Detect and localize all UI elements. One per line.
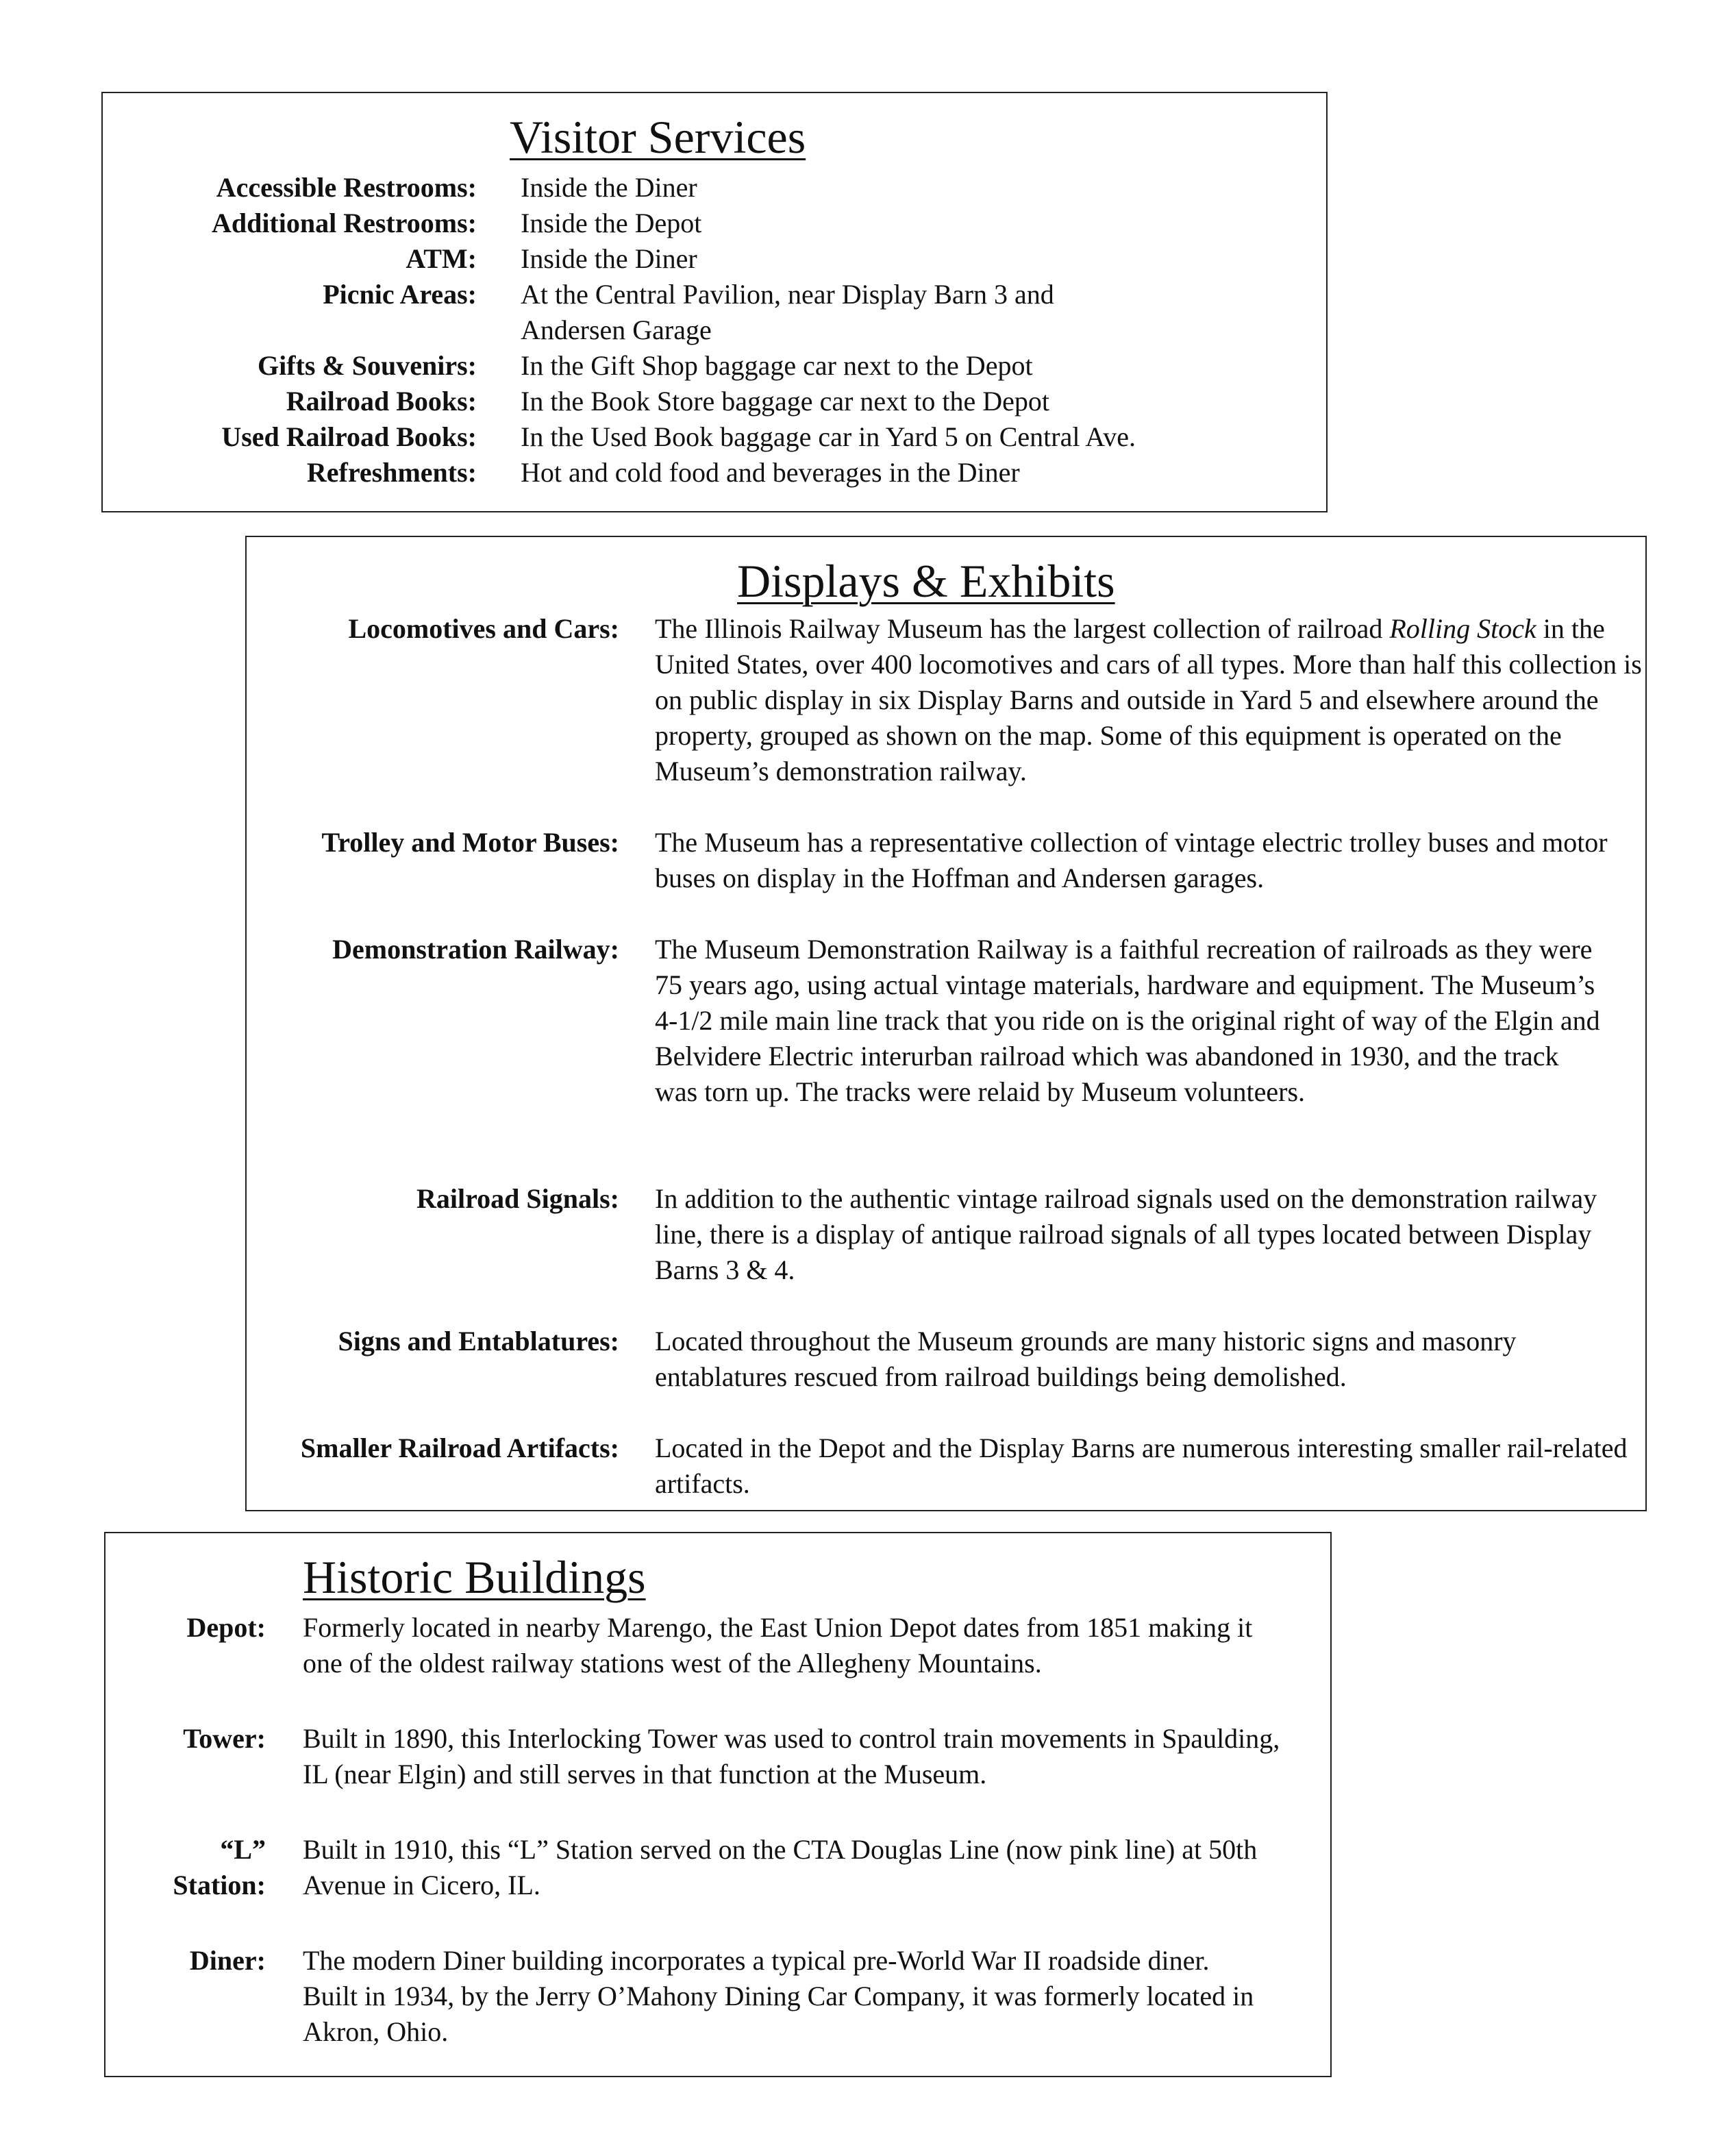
row-value: In the Book Store baggage car next to the Depot — [521, 386, 1049, 417]
row-value: In the Used Book baggage car in Yard 5 on Central Ave. — [521, 421, 1136, 452]
row-label: ATM: — [406, 243, 477, 274]
row-value: Located throughout the Museum grounds are many historic signs and masonry entablatures rescued from railroad buildings being demolished. — [655, 1326, 1517, 1392]
displays-exhibits-title: Displays & Exhibits — [737, 555, 1115, 607]
visitor-services-title: Visitor Services — [510, 111, 806, 163]
row-label: Diner: — [189, 1945, 266, 1976]
row-label: Accessible Restrooms: — [216, 172, 477, 203]
value-text: in the United States, over 400 locomotives and cars of all types. More than half this collection is on public display in six Display Barns and outside in Yard 5 and elsewhere around the property, grouped as shown on the map. Some of this equipment is operated on the Museum’s demonstration railway. — [655, 613, 1642, 786]
row-label — [173, 1832, 266, 1903]
row-label: Refreshments: — [306, 457, 477, 488]
row-value: Formerly located in nearby Marengo, the East Union Depot dates from 1851 making it one of the oldest railway stations west of the Allegheny Mountains. — [303, 1612, 1253, 1678]
row-value: Inside the Diner — [521, 172, 697, 203]
row-value: Located in the Depot and the Display Barns are numerous interesting smaller rail-related artifacts. — [655, 1433, 1628, 1499]
row-value — [655, 611, 1644, 789]
row-label: Railroad Signals: — [416, 1183, 619, 1214]
row-value: Built in 1910, this “L” Station served on the CTA Douglas Line (now pink line) at 50th Avenue in Cicero, IL. — [303, 1834, 1258, 1900]
row-label-line: Station: — [173, 1870, 266, 1900]
row-value: The Museum has a representative collection of vintage electric trolley buses and motor buses on display in the Hoffman and Andersen garages. — [655, 827, 1608, 893]
row-value: Inside the Diner — [521, 243, 697, 274]
row-value: The modern Diner building incorporates a typical pre-World War II roadside diner. Built in 1934, by the Jerry O’Mahony Dining Car Company, it was formerly located in Akron, Ohio. — [303, 1945, 1254, 2047]
row-value: In addition to the authentic vintage railroad signals used on the demonstration railway line, there is a display of antique railroad signals of all types located between Display Barns 3 & 4. — [655, 1183, 1597, 1285]
row-label: Additional Restrooms: — [211, 208, 477, 238]
row-value: Inside the Depot — [521, 208, 702, 238]
row-label: Gifts & Souvenirs: — [258, 350, 477, 381]
row-value: At the Central Pavilion, near Display Barn 3 and Andersen Garage — [521, 279, 1054, 345]
row-label: Locomotives and Cars: — [348, 613, 619, 644]
row-value: The Museum Demonstration Railway is a faithful recreation of railroads as they were 75 years ago, using actual vintage materials, hardware and equipment. The Museum’s 4-1/2 mile main line track that you ride on is the original right of way of the Elgin and Belvidere Electric interurban railroad which was abandoned in 1930, and the track was torn up. The tracks were relaid by Museum volunteers. — [655, 934, 1600, 1107]
row-label: Picnic Areas: — [323, 279, 477, 310]
row-value: Hot and cold food and beverages in the Diner — [521, 457, 1020, 488]
historic-buildings-title: Historic Buildings — [303, 1551, 646, 1603]
row-label: Railroad Books: — [286, 386, 477, 417]
row-label: Demonstration Railway: — [332, 934, 619, 965]
historic-buildings-box — [104, 1532, 1332, 2077]
row-label: Signs and Entablatures: — [338, 1326, 619, 1356]
row-label-line: “L” — [220, 1834, 266, 1865]
row-label: Smaller Railroad Artifacts: — [300, 1433, 619, 1463]
displays-exhibits-box — [245, 536, 1647, 1511]
visitor-services-box — [101, 92, 1328, 512]
row-label: Used Railroad Books: — [221, 421, 477, 452]
row-label: Tower: — [183, 1723, 266, 1754]
value-text: The Illinois Railway Museum has the largest collection of railroad — [655, 613, 1390, 644]
value-italic: Rolling Stock — [1389, 613, 1536, 644]
row-value: Built in 1890, this Interlocking Tower was used to control train movements in Spaulding, IL (near Elgin) and still serves in that function at the Museum. — [303, 1723, 1280, 1789]
row-value: In the Gift Shop baggage car next to the Depot — [521, 350, 1033, 381]
row-label: Trolley and Motor Buses: — [321, 827, 619, 858]
row-label: Depot: — [186, 1612, 266, 1643]
